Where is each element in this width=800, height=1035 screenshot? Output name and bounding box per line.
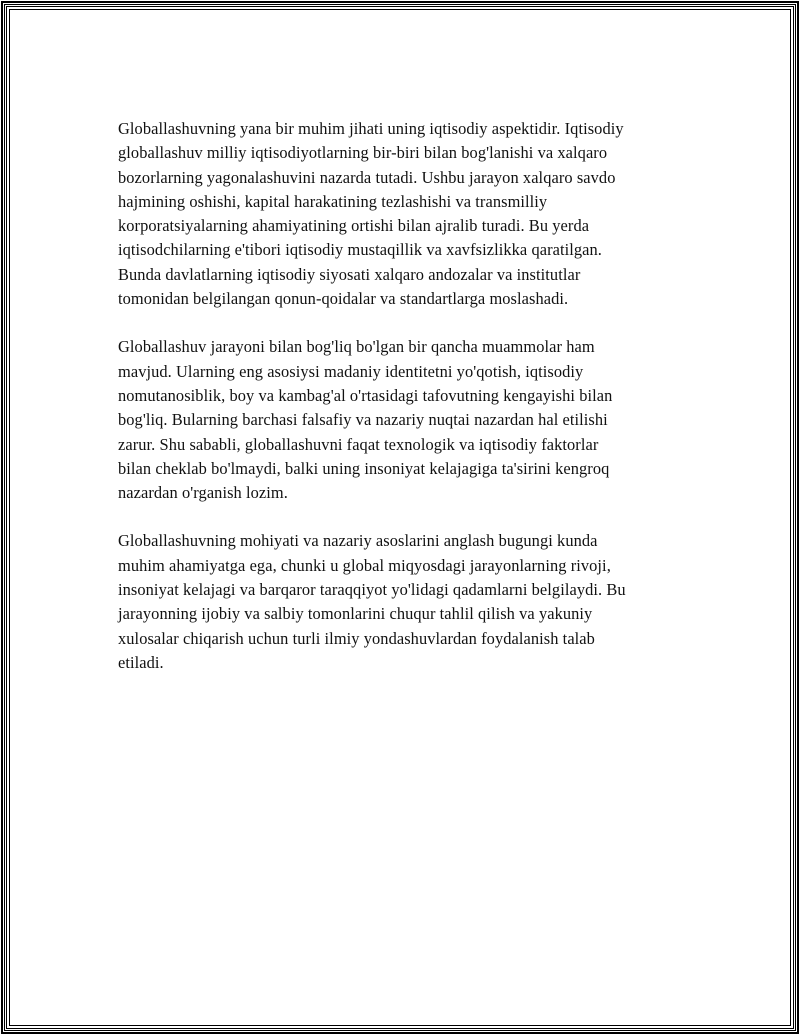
paragraph-globalization-problems: Globallashuv jarayoni bilan bog'liq bo'lgan bir qancha muammolar ham mavjud. Ularning eng asosiysi madaniy identitetni yo'qotish, iqtisodiy nomutanosiblik, boy va kambag'al o'rtasidagi tafovutning kengayishi bilan bog'liq. Bularning barchasi falsafiy va nazariy nuqtai nazardan hal etilishi zarur. Shu sababli, globallashuvni faqat texnologik va iqtisodiy faktorlar bilan cheklab bo'lmaydi, balki uning insoniyat kelajagiga ta'sirini kengroq nazardan o'rganish lozim.	[118, 337, 613, 503]
paragraph-economic-aspect: Globallashuvning yana bir muhim jihati uning iqtisodiy aspektidir. Iqtisodiy globallashuv milliy iqtisodiyotlarning bir-biri bilan bog'lanishi va xalqaro bozorlarning yagonalashuvini nazarda tutadi. Ushbu jarayon xalqaro savdo hajmining oshishi, kapital harakatining tezlashishi va transmilliy korporatsiyalarning ahamiyatining ortishi bilan ajralib turadi. Bu yerda iqtisodchilarning e'tibori iqtisodiy mustaqillik va xavfsizlikka qaratilgan. Bunda davlatlarning iqtisodiy siyosati xalqaro andozalar va institutlar tomonidan belgilangan qonun-qoidalar va standartlarga moslashadi.	[118, 119, 624, 309]
document-body	[118, 117, 692, 699]
paragraph-conclusion: Globallashuvning mohiyati va nazariy asoslarini anglash bugungi kunda muhim ahamiyatga ega, chunki u global miqyosdagi jarayonlarning rivoji, insoniyat kelajagi va barqaror taraqqiyot yo'lidagi qadamlarni belgilaydi. Bu jarayonning ijobiy va salbiy tomonlarini chuqur tahlil qilish va yakuniy xulosalar chiqarish uchun turli ilmiy yondashuvlardan foydalanish talab etiladi.	[118, 531, 626, 672]
